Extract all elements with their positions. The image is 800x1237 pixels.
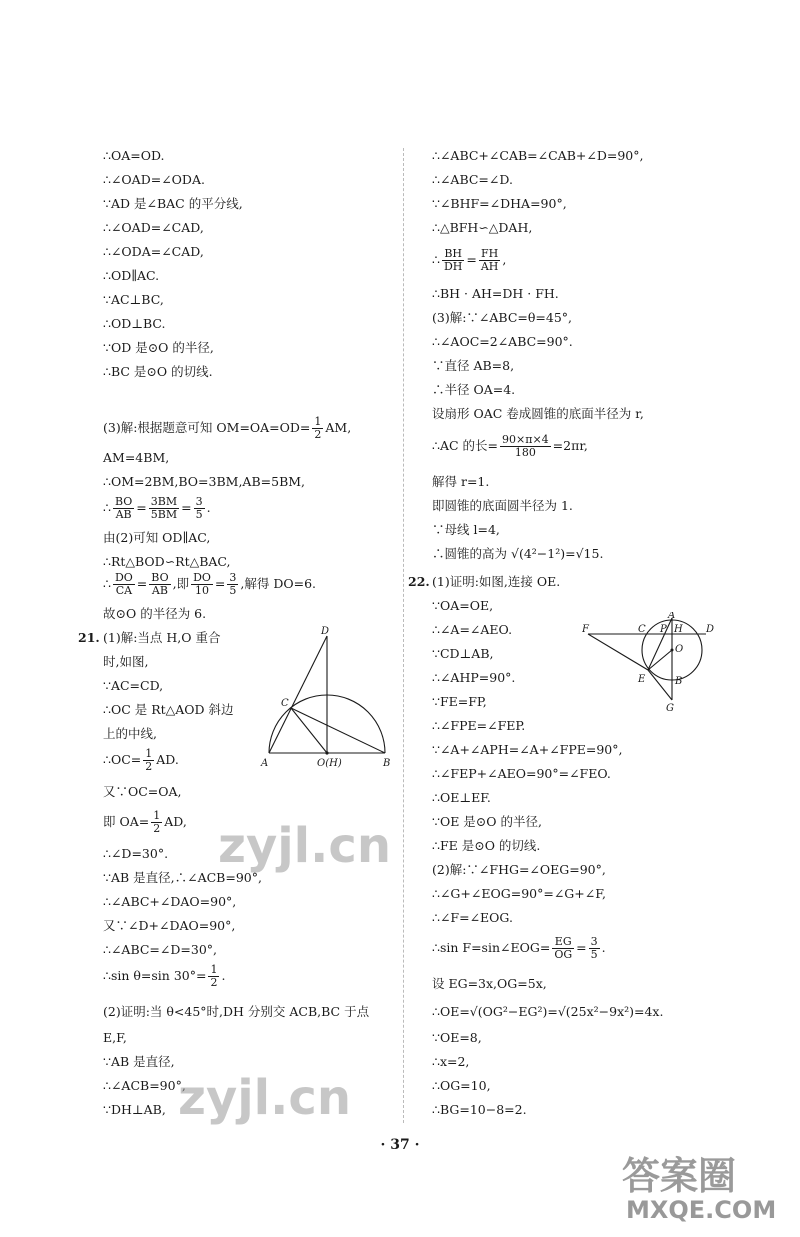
fraction [442, 248, 464, 273]
text-line: ∴∠F=∠EOG. [432, 910, 513, 925]
denominator: 2 [210, 976, 218, 989]
text-span: . [206, 500, 211, 515]
text-line: ∴圆锥的高为 √(4²−1²)=√15. [432, 546, 604, 561]
text-span: 即 OA= [103, 814, 150, 829]
watermark-text: zyjl.cn [218, 818, 391, 874]
text-line: ∴∠ODA=∠CAD, [103, 244, 204, 259]
corner-logo: 答案圈 [622, 1154, 737, 1198]
label-A: A [668, 612, 676, 621]
text-span: = [181, 500, 192, 515]
numerator: BH [442, 248, 464, 261]
text-line: ∵直径 AB=8, [432, 358, 515, 373]
text-line: ∴OG=10, [432, 1078, 491, 1093]
text-line: ∴半径 OA=4. [432, 382, 516, 397]
text-line: ∴OE⊥EF. [432, 790, 491, 805]
denominator: 5BM [150, 508, 178, 521]
denominator: 5 [590, 948, 598, 961]
text-line [103, 748, 179, 773]
numerator: BO [151, 571, 169, 584]
text-line: ∴BC 是⊙O 的切线. [103, 364, 213, 379]
numerator: 3 [195, 495, 203, 508]
text-line: ∵FE=FP, [432, 694, 487, 709]
text-line: ∵∠BHF=∠DHA=90°, [432, 196, 567, 211]
fraction [479, 248, 501, 273]
fraction [143, 748, 154, 773]
text-line: 上的中线, [103, 726, 157, 741]
text-line [432, 936, 606, 961]
numerator: 1 [314, 415, 322, 428]
text-span: = [576, 940, 587, 955]
text-span: AM, [325, 420, 352, 435]
text-span: AD. [156, 752, 179, 767]
text-span: = [466, 252, 477, 267]
label-H: H [674, 624, 683, 635]
watermark-text: zyjl.cn [178, 1070, 351, 1126]
text-line: ∴BG=10−8=2. [432, 1102, 527, 1117]
text-span: ∴OC= [103, 752, 142, 767]
text-line: E,F, [103, 1030, 127, 1045]
numerator: DO [114, 571, 133, 584]
text-line: (2)证明:当 θ<45°时,DH 分别交 ACB,BC 于点 [103, 1004, 370, 1019]
text-line: ∵OA=OE, [432, 598, 494, 613]
text-line: ∴∠OAD=∠CAD, [103, 220, 204, 235]
fraction [500, 434, 551, 459]
fraction [227, 572, 238, 597]
numerator: BO [114, 495, 133, 508]
text-line: ∵母线 l=4, [432, 522, 500, 537]
question-number: 21. [78, 630, 100, 645]
text-line: ∵CD⊥AB, [432, 646, 494, 661]
text-span: = [136, 576, 148, 591]
text-line: ∵AC=CD, [103, 678, 164, 693]
text-line: ∴△BFH∽△DAH, [432, 220, 533, 235]
denominator: CA [115, 584, 133, 597]
numerator: 3 [229, 571, 237, 584]
numerator: 1 [210, 963, 218, 976]
fraction [552, 936, 574, 961]
corner-url: MXQE.COM [626, 1196, 777, 1224]
text-line: 时,如图, [103, 654, 149, 669]
numerator: 1 [145, 747, 153, 760]
text-line: ∴∠ABC+∠CAB=∠CAB+∠D=90°, [432, 148, 644, 163]
label-E: E [638, 674, 646, 685]
text-line: ∴OM=2BM,BO=3BM,AB=5BM, [103, 474, 306, 489]
label-P: P [660, 624, 667, 635]
text-span: ∴ [103, 500, 111, 515]
text-span: = [214, 576, 226, 591]
denominator: 2 [145, 760, 153, 773]
column-divider [403, 148, 404, 1123]
text-line: ∴∠AOC=2∠ABC=90°. [432, 334, 573, 349]
text-span: (3)解:根据题意可知 OM=OA=OD= [103, 420, 311, 435]
text-line: 设 EG=3x,OG=5x, [432, 976, 547, 991]
question-number: 22. [408, 574, 430, 589]
text-span: ∴ [432, 252, 440, 267]
text-line [103, 964, 225, 989]
text-line [103, 416, 351, 441]
fraction [589, 936, 600, 961]
text-line [103, 496, 211, 521]
text-line: 故⊙O 的半径为 6. [103, 606, 207, 621]
text-line: 又∵∠D+∠DAO=90°, [103, 918, 236, 933]
label-C: C [638, 624, 646, 635]
text-line: 由(2)可知 OD∥AC, [103, 530, 211, 545]
text-line [103, 810, 187, 835]
text-line: ∵AC⊥BC, [103, 292, 164, 307]
label-D: D [321, 626, 330, 637]
text-line: ∴∠OAD=∠ODA. [103, 172, 205, 187]
text-line: ∴∠ABC=∠D=30°, [103, 942, 218, 957]
figure-22-circle-tangent [582, 612, 722, 712]
fraction [312, 416, 323, 441]
text-span: , [502, 252, 507, 267]
figure-21-semicircle [255, 620, 395, 770]
numerator: 3BM [150, 495, 178, 508]
text-line: 即圆锥的底面圆半径为 1. [432, 498, 573, 513]
text-span: ∴ [103, 576, 111, 591]
fraction [191, 572, 213, 597]
text-line: ∴OA=OD. [103, 148, 165, 163]
text-line: ∴BH · AH=DH · FH. [432, 286, 559, 301]
fraction [149, 572, 170, 597]
text-line: ∵AD 是∠BAC 的平分线, [103, 196, 243, 211]
text-line: ∵DH⊥AB, [103, 1102, 166, 1117]
denominator: 5 [229, 584, 237, 597]
text-line: ∵∠A+∠APH=∠A+∠FPE=90°, [432, 742, 623, 757]
text-span: . [221, 968, 226, 983]
text-line: (2)解:∵∠FHG=∠OEG=90°, [432, 862, 606, 877]
numerator: 3 [590, 935, 598, 948]
label-B: B [383, 758, 391, 769]
numerator: DO [193, 571, 211, 584]
denominator: AH [480, 260, 499, 273]
text-line: (1)证明:如图,连接 OE. [432, 574, 561, 589]
text-line: (3)解:∵∠ABC=θ=45°, [432, 310, 573, 325]
denominator: 10 [195, 584, 209, 597]
text-line: ∴∠ACB=90°, [103, 1078, 186, 1093]
denominator: 2 [153, 822, 161, 835]
text-line: ∴FE 是⊙O 的切线. [432, 838, 541, 853]
numerator: 90×π×4 [502, 433, 549, 446]
text-line: ∵AB 是直径,∴∠ACB=90°, [103, 870, 262, 885]
text-line: ∴∠FPE=∠FEP. [432, 718, 526, 733]
text-line: ∴OD∥AC. [103, 268, 160, 283]
denominator: 180 [514, 446, 536, 459]
text-span: . [601, 940, 606, 955]
text-line: ∴∠A=∠AEO. [432, 622, 513, 637]
page-number: · 37 · [380, 1137, 420, 1153]
text-line: ∵OE 是⊙O 的半径, [432, 814, 542, 829]
text-line: 又∵OC=OA, [103, 784, 182, 799]
text-line [432, 248, 506, 273]
fraction [113, 572, 135, 597]
text-line: ∴∠FEP+∠AEO=90°=∠FEO. [432, 766, 611, 781]
text-line: ∴∠ABC=∠D. [432, 172, 513, 187]
text-line: ∴∠G+∠EOG=90°=∠G+∠F, [432, 886, 606, 901]
denominator: 5 [195, 508, 203, 521]
fraction [113, 496, 134, 521]
text-span: ,即 [172, 576, 190, 591]
text-line: ∴x=2, [432, 1054, 470, 1069]
denominator: DH [443, 260, 463, 273]
text-line: ∵OD 是⊙O 的半径, [103, 340, 214, 355]
text-line: AM=4BM, [103, 450, 170, 465]
text-line: ∵AB 是直径, [103, 1054, 175, 1069]
fraction [194, 496, 205, 521]
numerator: EG [552, 936, 574, 949]
text-span: ∴sin θ=sin 30°= [103, 968, 207, 983]
text-line [432, 434, 588, 459]
text-span: = [136, 500, 147, 515]
text-line: ∴∠D=30°. [103, 846, 169, 861]
text-line: ∴Rt△BOD∽Rt△BAC, [103, 554, 231, 569]
text-line: ∴OE=√(OG²−EG²)=√(25x²−9x²)=4x. [432, 1004, 664, 1019]
text-span: ,解得 DO=6. [240, 576, 317, 591]
text-line: (1)解:当点 H,O 重合 [103, 630, 221, 645]
text-line: ∴OC 是 Rt△AOD 斜边 [103, 702, 234, 717]
text-line: 解得 r=1. [432, 474, 490, 489]
text-line: 设扇形 OAC 卷成圆锥的底面半径为 r, [432, 406, 644, 421]
label-B: B [675, 676, 683, 687]
label-C: C [281, 698, 289, 709]
label-O: O [675, 644, 684, 655]
text-line: ∵OE=8, [432, 1030, 482, 1045]
text-line: ∴∠AHP=90°. [432, 670, 516, 685]
label-OH: O(H) [317, 758, 342, 769]
text-span: ∴AC 的长= [432, 438, 498, 453]
fraction [149, 496, 179, 521]
label-G: G [666, 703, 674, 712]
text-span: ∴sin F=sin∠EOG= [432, 940, 551, 955]
text-span: =2πr, [552, 438, 588, 453]
label-F: F [582, 624, 589, 635]
fraction [151, 810, 162, 835]
label-A: A [261, 758, 269, 769]
numerator: FH [479, 248, 501, 261]
label-D: D [706, 624, 715, 635]
denominator: AB [115, 508, 132, 521]
denominator: OG [554, 948, 573, 961]
fraction [208, 964, 219, 989]
denominator: 2 [314, 428, 322, 441]
text-line [103, 572, 316, 597]
text-span: AD, [164, 814, 187, 829]
text-line: ∴OD⊥BC. [103, 316, 166, 331]
denominator: AB [151, 584, 168, 597]
numerator: 1 [153, 809, 161, 822]
text-line: ∴∠ABC+∠DAO=90°, [103, 894, 237, 909]
